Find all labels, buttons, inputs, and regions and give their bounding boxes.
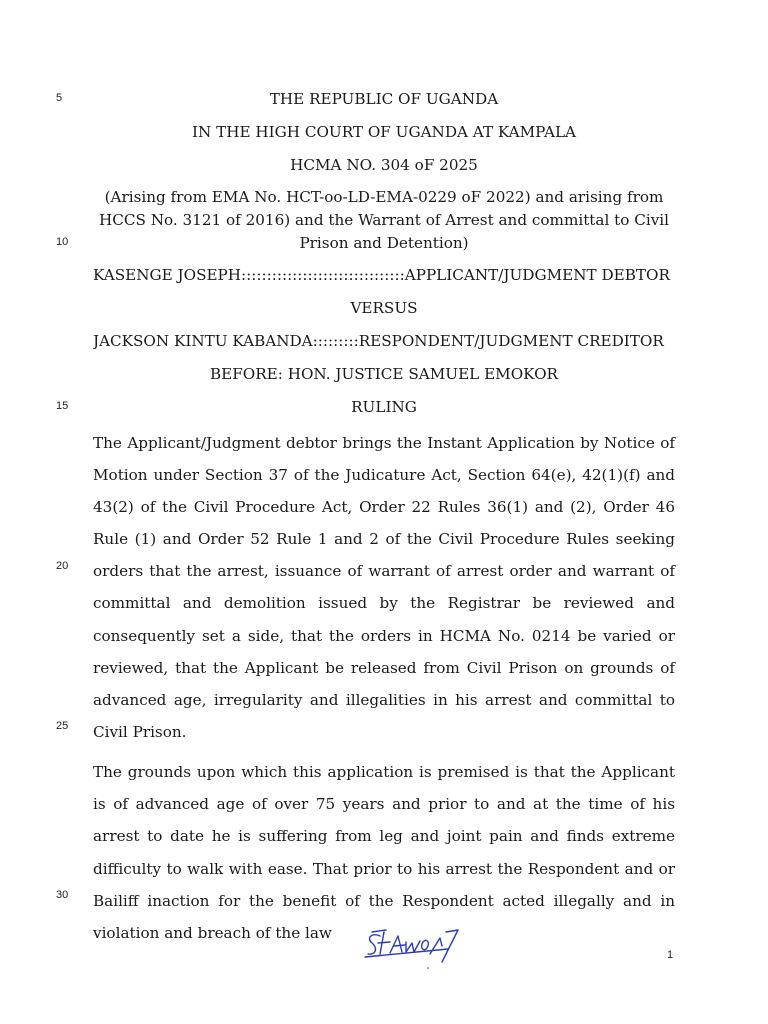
header-case-number: HCMA NO. 304 oF 2025 — [290, 156, 478, 174]
line-number: 15 — [56, 400, 69, 412]
line-number: 20 — [56, 560, 69, 572]
line-number: 5 — [56, 92, 63, 104]
line-number: 10 — [56, 236, 69, 248]
line-number: 30 — [56, 889, 69, 901]
applicant-line: KASENGE JOSEPH::::::::::::::::::::::::::::::::APPLICANT/JUDGMENT DEBTOR — [93, 266, 670, 284]
line-number: 25 — [56, 720, 69, 732]
before-line: BEFORE: HON. JUSTICE SAMUEL EMOKOR — [210, 365, 558, 383]
header-court: IN THE HIGH COURT OF UGANDA AT KAMPALA — [191, 123, 577, 141]
ruling-title: RULING — [351, 398, 417, 416]
body-paragraph: The Applicant/Judgment debtor brings the Instant Application by Notice of Motion under Section 37 of the Judicature Act, Section 64(e), 42(1)(f) and 43(2) of the Civil Procedure Act, Order 22 Rules 36(1) and (2), Order 46 Rule (1) and Order 52 Rule 1 and 2 of the Civil Procedure Rules seeking orders that the arrest, issuance of warrant of arrest order and warrant of committal and demolition issued by the Registrar be reviewed and consequently set a side, that the orders in HCMA No. 0214 be varied or reviewed, that the Applicant be released from Civil Prison on grounds of advanced age, irregularity and illegalities in his arrest and committal to Civil Prison. — [93, 434, 675, 741]
respondent-line: JACKSON KINTU KABANDA:::::::::RESPONDENT/JUDGMENT CREDITOR — [93, 332, 664, 350]
page-number: 1 — [667, 949, 674, 961]
signature-image — [360, 924, 465, 972]
versus-line: VERSUS — [350, 299, 418, 317]
header-republic: THE REPUBLIC OF UGANDA — [269, 90, 499, 108]
header-arising-from: (Arising from EMA No. HCT-oo-LD-EMA-0229 oF 2022) and arising from HCCS No. 3121 of 2016) and the Warrant of Arrest and committal to Civil Prison and Detention) — [98, 188, 669, 252]
body-paragraph: The grounds upon which this application is premised is that the Applicant is of advanced age of over 75 years and prior to and at the time of his arrest to date he is suffering from leg and joint pain and finds extreme difficulty to walk with ease. That prior to his arrest the Respondent and or Bailiff inaction for the benefit of the Respondent acted illegally and in violation and breach of the law — [93, 763, 675, 943]
